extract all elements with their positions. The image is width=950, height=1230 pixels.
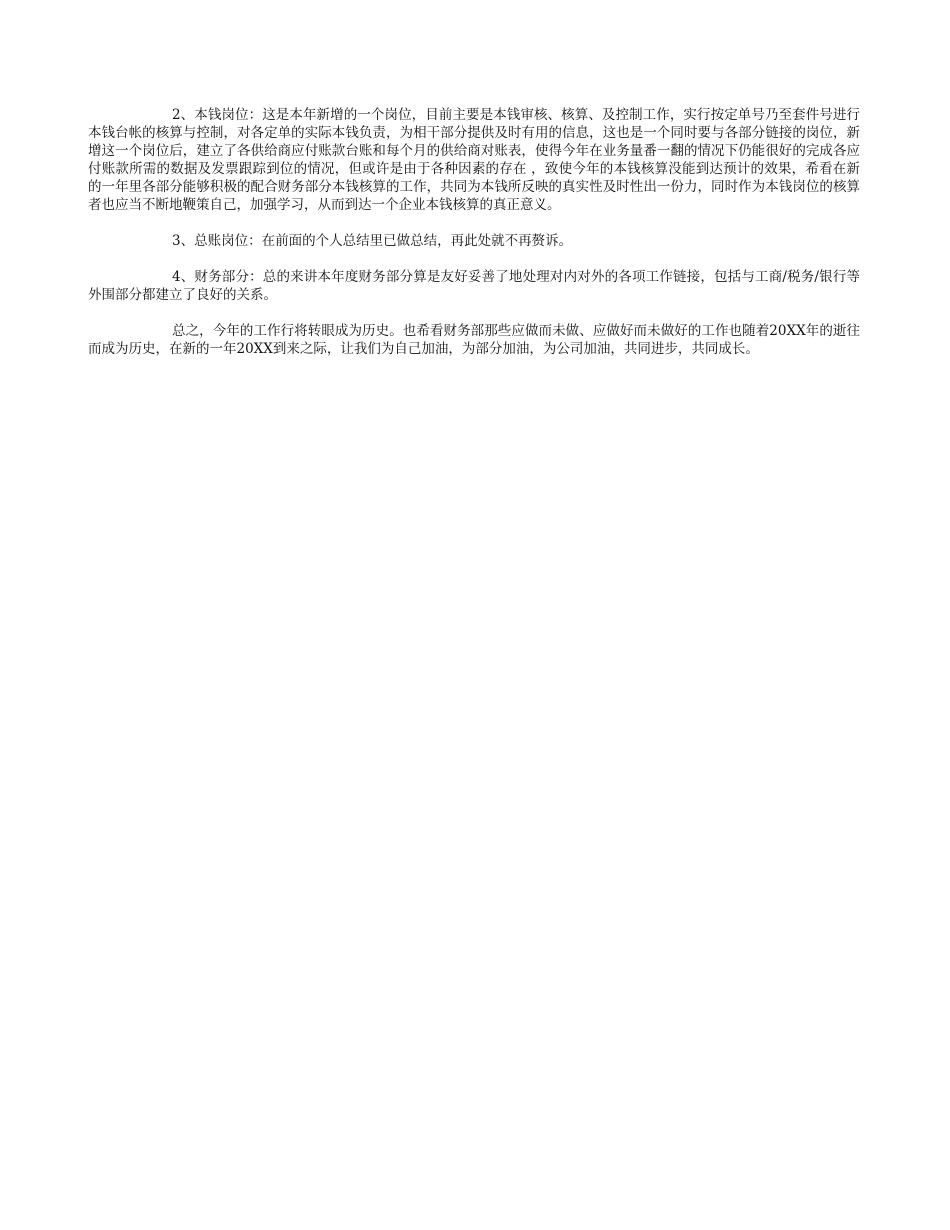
document-body [88,106,860,376]
paragraph-conclusion: 总之，今年的工作行将转眼成为历史。也希看财务部那些应做而未做、应做好而未做好的工作也随着20XX年的逝往而成为历史，在新的一年20XX到来之际，让我们为自己加油，为部分加油，为公司加油，共同进步，共同成长。 [88,323,860,357]
paragraph-cost-position: 2、本钱岗位：这是本年新增的一个岗位，目前主要是本钱审核、核算、及控制工作，实行按定单号乃至套件号进行本钱台帐的核算与控制，对各定单的实际本钱负责，为相干部分提供及时有用的信息，这也是一个同时要与各部分链接的岗位，新增这一个岗位后，建立了各供给商应付账款台账和每个月的供给商对账表，使得今年在业务量番一翻的情况下仍能很好的完成各应付账款所需的数据及发票跟踪到位的情况，但或许是由于各种因素的存在 ，致使今年的本钱核算没能到达预计的效果，希看在新的一年里各部分能够积极的配合财务部分本钱核算的工作，共同为本钱所反映的真实性及时性出一份力，同时作为本钱岗位的核算者也应当不断地鞭策自己，加强学习，从而到达一个企业本钱核算的真正意义。 [88,107,860,213]
paragraph-finance-department: 4、财务部分：总的来讲本年度财务部分算是友好妥善了地处理对内对外的各项工作链接，包括与工商/税务/银行等外围部分都建立了良好的关系。 [88,269,860,303]
paragraph-general-ledger-position: 3、总账岗位：在前面的个人总结里已做总结，再此处就不再赘诉。 [172,233,573,249]
